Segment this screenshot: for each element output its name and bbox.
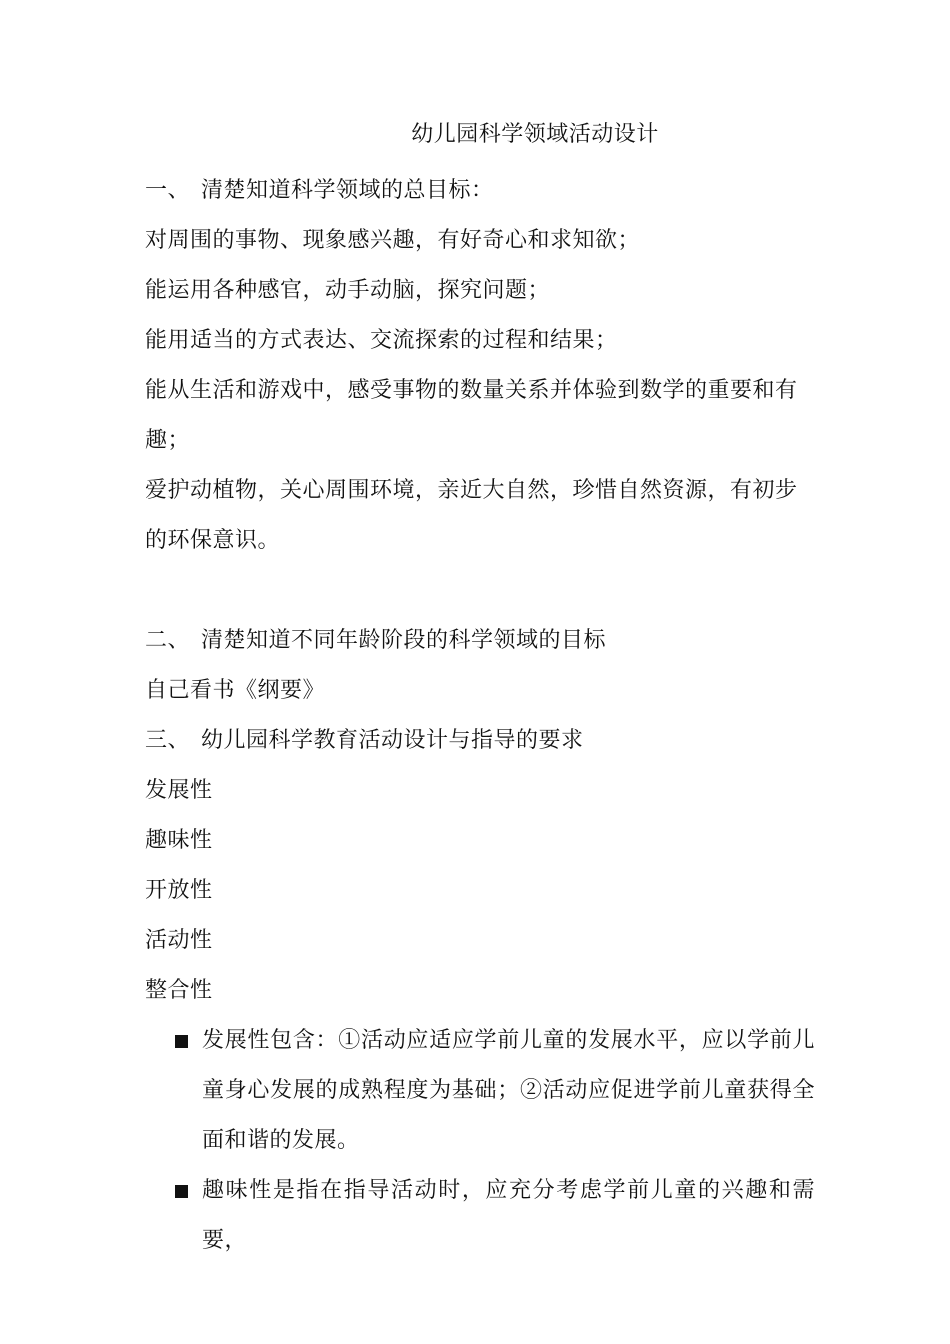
goal-1: 对周围的事物、现象感兴趣，有好奇心和求知欲； xyxy=(145,228,641,253)
goal-5: 爱护动植物，关心周围环境，亲近大自然，珍惜自然资源，有初步的环保意识。 xyxy=(145,478,798,553)
goal-4: 能从生活和游戏中，感受事物的数量关系并体验到数学的重要和有趣； xyxy=(145,378,798,453)
principle-4: 活动性 xyxy=(145,928,213,953)
section-2-note: 自己看书《纲要》 xyxy=(145,678,326,703)
blank-line xyxy=(145,566,815,616)
section-1-number: 一、 xyxy=(145,178,191,203)
square-bullet-icon xyxy=(175,1035,188,1048)
document-body xyxy=(145,166,815,1266)
section-2-heading xyxy=(145,616,815,666)
principle-3: 开放性 xyxy=(145,878,213,903)
bullet-text: 发展性包含：①活动应适应学前儿童的发展水平，应以学前儿童身心发展的成熟程度为基础；②活动应促进学前儿童获得全面和谐的发展。 xyxy=(202,1028,815,1153)
document-title: 幼儿园科学领域活动设计 xyxy=(411,122,659,147)
bullet-item-development xyxy=(175,1016,815,1166)
principle-5: 整合性 xyxy=(145,978,213,1003)
section-3-heading-text: 幼儿园科学教育活动设计与指导的要求 xyxy=(201,728,584,753)
section-2-heading-text: 清楚知道不同年龄阶段的科学领域的目标 xyxy=(201,628,607,653)
section-1-heading xyxy=(145,166,815,216)
goal-3: 能用适当的方式表达、交流探索的过程和结果； xyxy=(145,328,618,353)
square-bullet-icon xyxy=(175,1185,188,1198)
section-3-heading xyxy=(145,716,815,766)
bullet-text: 趣味性是指在指导活动时，应充分考虑学前儿童的兴趣和需要， xyxy=(202,1178,815,1253)
section-3-number: 三、 xyxy=(145,728,191,753)
goal-2: 能运用各种感官，动手动脑，探究问题； xyxy=(145,278,551,303)
principle-1: 发展性 xyxy=(145,778,213,803)
principle-2: 趣味性 xyxy=(145,828,213,853)
bullet-list xyxy=(175,1016,815,1266)
section-1-heading-text: 清楚知道科学领域的总目标： xyxy=(201,178,494,203)
section-2-number: 二、 xyxy=(145,628,191,653)
bullet-item-interest xyxy=(175,1166,815,1266)
